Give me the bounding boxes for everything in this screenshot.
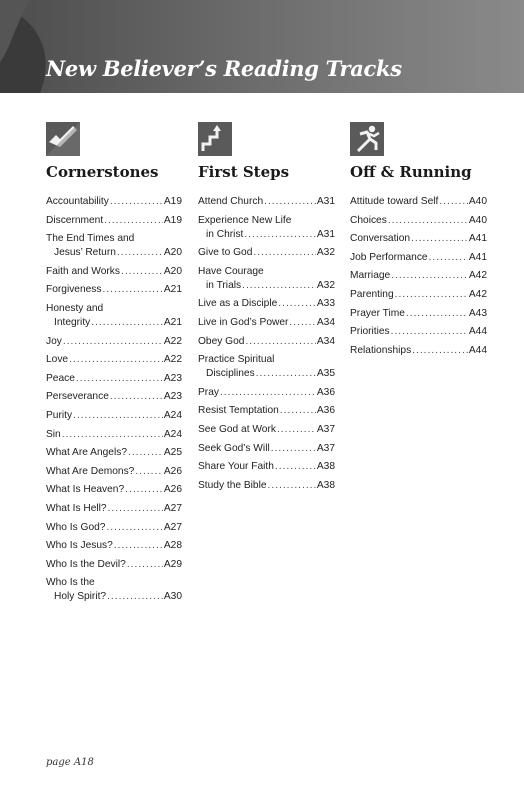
entry-page-number: A28 [163,540,182,552]
entry-topic: in Trials [206,279,242,291]
entry-topic: What Is Heaven? [46,484,125,496]
reading-entry [46,465,182,479]
checkmark-icon [46,122,80,156]
entry-topic-line: Who Is the [46,577,95,589]
dot-leader [91,316,163,330]
reading-entry [350,344,487,358]
reading-entry-line [198,279,335,293]
reading-entry [46,483,182,497]
entry-topic: Marriage [350,270,391,282]
entry-page-number: A31 [316,228,335,240]
reading-entry [198,442,335,456]
dot-leader [135,465,163,479]
reading-entry [350,288,487,302]
entry-page-number: A43 [468,307,487,319]
entry-topic: Discernment [46,214,104,226]
entry-page-number: A33 [316,298,335,310]
reading-entry [46,446,182,460]
entry-page-number: A20 [163,265,182,277]
entry-page-number: A44 [468,326,487,338]
section-title-off-and-running: Off & Running [350,163,472,181]
entry-topic: Who Is God? [46,521,106,533]
entry-topic: Attitude toward Self [350,196,439,207]
entry-page-number: A36 [316,386,335,398]
entry-page-number: A27 [163,502,182,514]
entry-topic: Conversation [350,233,411,245]
reading-entry [350,325,487,339]
entry-topic: Live in God’s Power [198,316,289,328]
dot-leader [121,265,163,279]
entry-topic: Relationships [350,344,412,356]
reading-entry [46,576,182,604]
dot-leader [110,390,163,404]
entry-page-number: A38 [316,479,335,491]
dot-leader [106,521,162,535]
entry-page-number: A25 [163,447,182,459]
entry-topic: Pray [198,386,219,398]
dot-leader [76,372,163,386]
runner-icon [350,122,384,156]
entry-topic: Parenting [350,288,394,300]
dot-leader [73,409,163,423]
entry-topic: Accountability [46,196,109,207]
reading-entry [350,269,487,283]
reading-entry [46,195,182,209]
reading-list-cornerstones [46,195,182,604]
dot-leader [108,502,163,516]
entry-page-number: A32 [316,247,335,259]
dot-leader [117,246,163,260]
reading-entry [198,246,335,260]
reading-entry [46,521,182,535]
reading-entry [46,302,182,330]
dot-leader [69,353,163,367]
dot-leader [280,404,316,418]
entry-topic-line: Have Courage [198,265,264,277]
reading-entry [198,214,335,242]
entry-topic: What Are Demons? [46,465,135,477]
entry-topic: Integrity [54,316,91,328]
dot-leader [388,214,468,228]
entry-topic: Joy [46,335,62,347]
entry-page-number: A22 [163,354,182,366]
dot-leader [268,479,316,493]
entry-topic: Perseverance [46,391,109,403]
dot-leader [429,251,468,265]
dot-leader [278,297,316,311]
reading-entry [46,502,182,516]
entry-page-number: A36 [316,405,335,417]
reading-entry-line [198,228,335,242]
entry-page-number: A29 [163,558,182,570]
entry-page-number: A34 [316,316,335,328]
dot-leader [271,442,316,456]
entry-topic: What Are Angels? [46,447,127,459]
section-title-first-steps: First Steps [198,163,290,181]
entry-topic: Who Is the Devil? [46,558,126,570]
entry-topic: Resist Temptation [198,405,279,417]
reading-entry-line [46,316,182,330]
entry-topic: Job Performance [350,251,428,263]
entry-topic-line: Honesty and [46,302,104,314]
dot-leader [391,325,468,339]
column-off-and-running [350,122,487,362]
reading-entry [46,232,182,260]
reading-entry [46,539,182,553]
reading-entry [198,316,335,330]
entry-topic: Jesus’ Return [54,247,116,259]
entry-topic: Share Your Faith [198,461,274,473]
dot-leader [253,246,315,260]
reading-entry [46,214,182,228]
entry-topic: Priorities [350,326,390,338]
reading-entry [46,283,182,297]
entry-topic: Attend Church [198,196,264,207]
section-title-cornerstones: Cornerstones [46,163,159,181]
reading-entry [350,307,487,321]
dot-leader [256,367,316,381]
entry-page-number: A19 [163,196,182,207]
entry-topic: See God at Work [198,423,276,435]
entry-page-number: A35 [316,368,335,380]
entry-topic: Sin [46,428,61,440]
dot-leader [103,283,163,297]
page-number: page A18 [46,757,94,768]
entry-page-number: A24 [163,428,182,440]
reading-entry [198,460,335,474]
reading-entry [46,335,182,349]
entry-topic: Love [46,354,69,366]
reading-entry [198,335,335,349]
dot-leader [104,214,163,228]
reading-entry [198,353,335,381]
dot-leader [125,483,163,497]
reading-entry [198,195,335,209]
reading-entry-line [46,590,182,604]
entry-page-number: A26 [163,465,182,477]
entry-page-number: A38 [316,461,335,473]
entry-topic: Obey God [198,335,245,347]
entry-topic-line: Experience New Life [198,214,292,226]
column-first-steps [198,122,335,497]
reading-entry [46,372,182,386]
reading-entry [198,479,335,493]
entry-page-number: A41 [468,233,487,245]
header-banner [0,0,524,93]
entry-page-number: A23 [163,391,182,403]
reading-entry [46,390,182,404]
entry-topic: What Is Hell? [46,502,107,514]
entry-page-number: A30 [163,591,182,603]
dot-leader [391,269,468,283]
entry-page-number: A27 [163,521,182,533]
dot-leader [289,316,315,330]
entry-page-number: A20 [163,247,182,259]
entry-topic-line: The End Times and [46,233,135,245]
entry-topic: Who Is Jesus? [46,540,113,552]
entry-page-number: A21 [163,284,182,296]
reading-entry-line [198,367,335,381]
dot-leader [411,232,468,246]
reading-entry [46,353,182,367]
entry-page-number: A23 [163,372,182,384]
entry-topic: Faith and Works [46,265,120,277]
column-cornerstones [46,122,182,609]
dot-leader [114,539,163,553]
reading-entry [350,232,487,246]
dot-leader [63,335,163,349]
dot-leader [110,195,163,209]
entry-page-number: A22 [163,335,182,347]
entry-page-number: A41 [468,251,487,263]
entry-topic: Prayer Time [350,307,405,319]
dot-leader [406,307,468,321]
dot-leader [275,460,316,474]
reading-entry [198,423,335,437]
reading-entry [46,428,182,442]
reading-entry [198,404,335,418]
entry-page-number: A37 [316,442,335,454]
reading-list-off-and-running [350,195,487,358]
entry-topic: Holy Spirit? [54,591,107,603]
entry-page-number: A19 [163,214,182,226]
dot-leader [107,590,163,604]
stairs-arrow-icon [198,122,232,156]
reading-list-first-steps [198,195,335,493]
entry-page-number: A40 [468,214,487,226]
entry-page-number: A31 [316,196,335,207]
entry-topic: Peace [46,372,75,384]
entry-topic: Study the Bible [198,479,267,491]
reading-entry [198,297,335,311]
entry-page-number: A32 [316,279,335,291]
entry-page-number: A26 [163,484,182,496]
entry-page-number: A37 [316,423,335,435]
entry-topic: Seek God’s Will [198,442,270,454]
entry-topic: Choices [350,214,387,226]
dot-leader [277,423,316,437]
entry-page-number: A24 [163,409,182,421]
dot-leader [127,558,163,572]
page-title: New Believer’s Reading Tracks [46,56,402,81]
dot-leader [62,428,163,442]
dot-leader [264,195,316,209]
entry-page-number: A42 [468,288,487,300]
entry-topic-line: Practice Spiritual [198,354,275,366]
dot-leader [245,335,315,349]
entry-page-number: A21 [163,316,182,328]
reading-entry [350,195,487,209]
dot-leader [412,344,468,358]
dot-leader [439,195,468,209]
reading-entry [46,558,182,572]
entry-topic: Purity [46,409,73,421]
reading-entry [198,265,335,293]
entry-page-number: A44 [468,344,487,356]
entry-topic: Live as a Disciple [198,298,278,310]
dot-leader [395,288,468,302]
entry-topic: Give to God [198,247,253,259]
entry-topic: in Christ [206,228,244,240]
entry-page-number: A34 [316,335,335,347]
reading-entry [198,386,335,400]
reading-entry [46,265,182,279]
reading-entry [350,214,487,228]
entry-page-number: A40 [468,196,487,207]
dot-leader [128,446,163,460]
reading-entry [46,409,182,423]
reading-entry-line [46,246,182,260]
dot-leader [242,279,316,293]
dot-leader [220,386,316,400]
entry-topic: Disciplines [206,368,255,380]
dot-leader [244,228,315,242]
entry-topic: Forgiveness [46,284,102,296]
entry-page-number: A42 [468,270,487,282]
reading-entry [350,251,487,265]
